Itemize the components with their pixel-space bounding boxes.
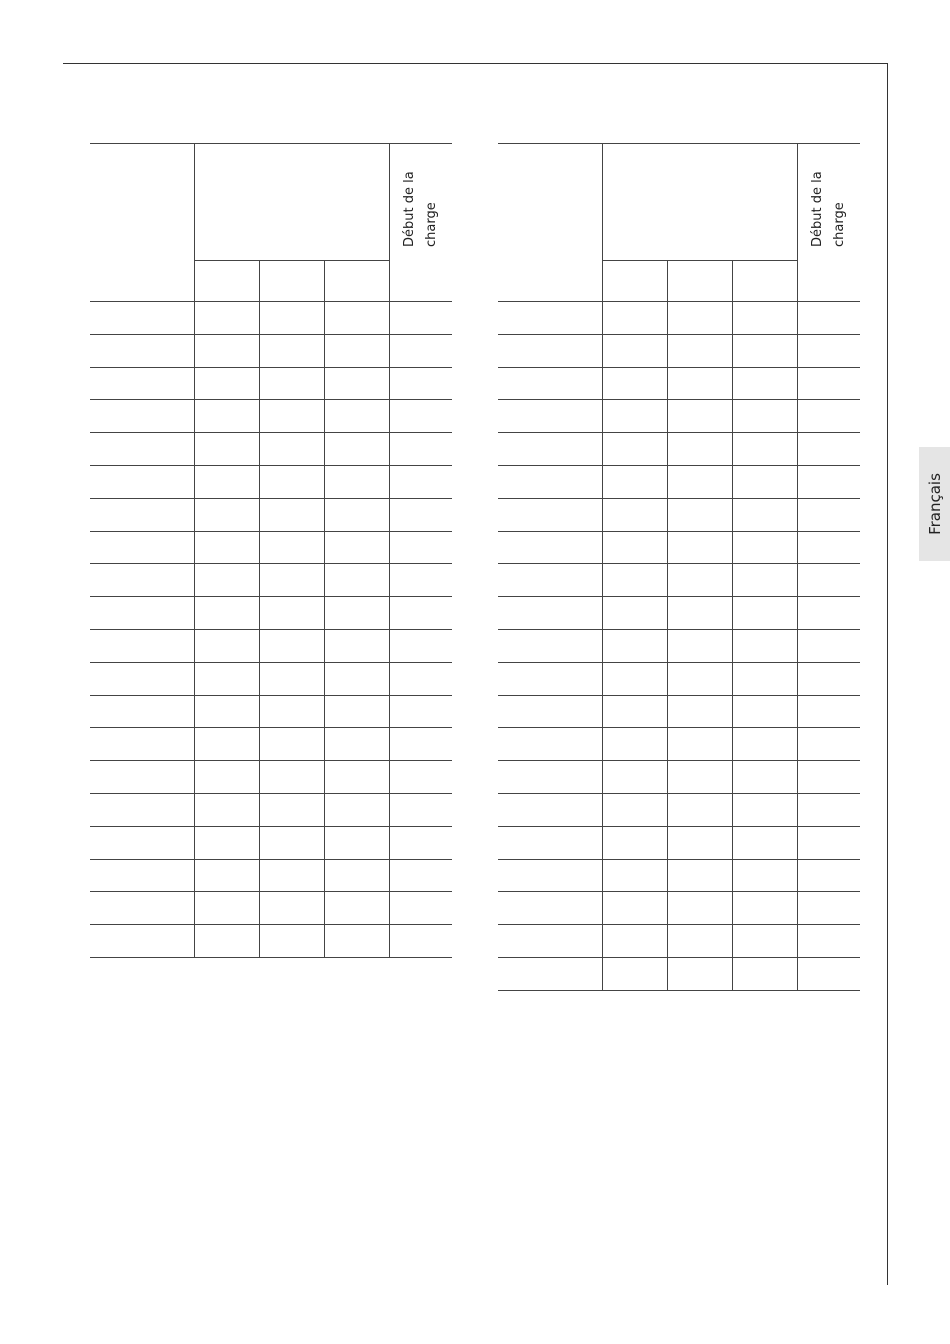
table-cell [667, 334, 732, 367]
table-cell [732, 597, 797, 630]
table-cell [90, 597, 194, 630]
table-row [90, 695, 452, 728]
table-cell [602, 662, 667, 695]
table-cell [732, 531, 797, 564]
table-cell [90, 302, 194, 335]
header-cell-charge [389, 144, 452, 302]
table-cell [324, 597, 389, 630]
table-cell [498, 793, 602, 826]
table-cell [194, 925, 259, 958]
log-table-left [90, 143, 452, 958]
table-cell [259, 465, 324, 498]
table-cell [602, 892, 667, 925]
table-cell [797, 498, 860, 531]
header-cell-blank [498, 144, 602, 302]
table-cell [667, 531, 732, 564]
table-cell [667, 892, 732, 925]
table-cell [324, 531, 389, 564]
table-cell [389, 695, 452, 728]
table-cell [90, 761, 194, 794]
table-cell [498, 597, 602, 630]
table-cell [732, 957, 797, 990]
table-row [498, 400, 860, 433]
table-row [498, 662, 860, 695]
subheader-cell [667, 261, 732, 302]
table-cell [389, 629, 452, 662]
table-cell [389, 597, 452, 630]
table-row [498, 465, 860, 498]
table-cell [667, 728, 732, 761]
table-cell [389, 728, 452, 761]
table-cell [194, 793, 259, 826]
subheader-cell [732, 261, 797, 302]
table-row [498, 564, 860, 597]
table-cell [602, 433, 667, 466]
table-cell [259, 695, 324, 728]
table-cell [732, 498, 797, 531]
charge-start-header: Début de la charge [809, 171, 847, 247]
table-cell [259, 761, 324, 794]
table-cell [602, 925, 667, 958]
table-cell [324, 400, 389, 433]
table-cell [732, 826, 797, 859]
table-cell [498, 662, 602, 695]
table-cell [324, 433, 389, 466]
table-cell [90, 564, 194, 597]
table-cell [324, 728, 389, 761]
table-cell [667, 302, 732, 335]
table-cell [797, 826, 860, 859]
table-cell [389, 564, 452, 597]
table-cell [667, 761, 732, 794]
table-row [90, 859, 452, 892]
table-cell [90, 629, 194, 662]
table-cell [498, 629, 602, 662]
header-cell-group [602, 144, 797, 261]
table-cell [194, 728, 259, 761]
table-cell [259, 564, 324, 597]
table-cell [498, 433, 602, 466]
table-cell [797, 695, 860, 728]
table-cell [389, 400, 452, 433]
page-top-rule [63, 63, 888, 64]
table-row [90, 367, 452, 400]
subheader-cell [194, 261, 259, 302]
page-right-rule [887, 63, 888, 1285]
table-cell [602, 859, 667, 892]
table-row [90, 531, 452, 564]
table-cell [324, 892, 389, 925]
table-cell [797, 597, 860, 630]
table-cell [259, 498, 324, 531]
table-cell [498, 334, 602, 367]
table-cell [194, 662, 259, 695]
table-cell [732, 629, 797, 662]
table-cell [194, 334, 259, 367]
table-cell [498, 465, 602, 498]
table-cell [259, 793, 324, 826]
table-cell [797, 728, 860, 761]
table-cell [797, 564, 860, 597]
table-row [90, 400, 452, 433]
table-cell [194, 597, 259, 630]
table-row [498, 859, 860, 892]
table-row [498, 957, 860, 990]
table-cell [732, 728, 797, 761]
table-cell [259, 400, 324, 433]
table-cell [667, 498, 732, 531]
table-cell [90, 367, 194, 400]
table-row [90, 302, 452, 335]
table-row [498, 531, 860, 564]
table-cell [797, 629, 860, 662]
table-cell [194, 433, 259, 466]
table-cell [602, 695, 667, 728]
table-cell [194, 465, 259, 498]
table-cell [667, 629, 732, 662]
table-cell [797, 531, 860, 564]
table-cell [259, 334, 324, 367]
table-cell [324, 629, 389, 662]
table-cell [732, 761, 797, 794]
charge-start-header: Début de la charge [401, 171, 439, 247]
table-cell [667, 793, 732, 826]
table-cell [90, 859, 194, 892]
table-cell [667, 826, 732, 859]
table-cell [324, 695, 389, 728]
table-cell [90, 892, 194, 925]
table-cell [498, 859, 602, 892]
table-row [498, 498, 860, 531]
table-cell [797, 400, 860, 433]
table-row [498, 925, 860, 958]
table-cell [389, 662, 452, 695]
table-cell [797, 892, 860, 925]
table-cell [259, 859, 324, 892]
table-row [90, 826, 452, 859]
table-cell [194, 629, 259, 662]
table-row [90, 629, 452, 662]
table-cell [732, 662, 797, 695]
table-cell [194, 859, 259, 892]
table-cell [602, 367, 667, 400]
header-cell-charge [797, 144, 860, 302]
table-cell [797, 465, 860, 498]
log-table-right [498, 143, 860, 991]
table-cell [732, 367, 797, 400]
header-cell-group [194, 144, 389, 261]
table-row [498, 629, 860, 662]
table-cell [324, 793, 389, 826]
table-cell [602, 531, 667, 564]
table-cell [498, 925, 602, 958]
table-cell [259, 925, 324, 958]
table-cell [389, 367, 452, 400]
table-cell [194, 564, 259, 597]
table-cell [667, 695, 732, 728]
table-cell [389, 302, 452, 335]
table-cell [667, 400, 732, 433]
table-cell [259, 662, 324, 695]
table-cell [194, 367, 259, 400]
table-cell [732, 793, 797, 826]
table-cell [389, 334, 452, 367]
table-cell [324, 302, 389, 335]
table-cell [324, 367, 389, 400]
table-cell [602, 564, 667, 597]
table-cell [797, 957, 860, 990]
table-cell [732, 695, 797, 728]
table-cell [259, 531, 324, 564]
table-cell [667, 433, 732, 466]
table-cell [667, 859, 732, 892]
table-cell [498, 892, 602, 925]
table-cell [194, 695, 259, 728]
table-cell [324, 465, 389, 498]
table-cell [90, 334, 194, 367]
table-cell [498, 531, 602, 564]
table-row [498, 334, 860, 367]
table-cell [732, 433, 797, 466]
table-cell [498, 498, 602, 531]
table-cell [667, 925, 732, 958]
table-cell [259, 597, 324, 630]
table-cell [732, 465, 797, 498]
table-cell [194, 826, 259, 859]
table-cell [498, 761, 602, 794]
table-cell [194, 498, 259, 531]
table-cell [259, 728, 324, 761]
table-cell [324, 498, 389, 531]
table-cell [797, 302, 860, 335]
table-cell [90, 498, 194, 531]
table-row [90, 728, 452, 761]
table-cell [797, 433, 860, 466]
table-cell [797, 761, 860, 794]
table-cell [667, 564, 732, 597]
table-cell [194, 531, 259, 564]
table-cell [194, 400, 259, 433]
table-row [498, 826, 860, 859]
table-row [90, 465, 452, 498]
table-cell [602, 793, 667, 826]
table-cell [389, 761, 452, 794]
table-cell [90, 662, 194, 695]
table-cell [259, 629, 324, 662]
table-cell [732, 859, 797, 892]
table-cell [389, 433, 452, 466]
table-cell [324, 826, 389, 859]
table-cell [90, 400, 194, 433]
table-cell [90, 433, 194, 466]
table-cell [732, 925, 797, 958]
table-row [90, 564, 452, 597]
table-row [90, 925, 452, 958]
table-cell [602, 629, 667, 662]
table-cell [602, 761, 667, 794]
subheader-cell [259, 261, 324, 302]
table-cell [602, 498, 667, 531]
table-row [90, 498, 452, 531]
table-cell [797, 662, 860, 695]
table-cell [602, 400, 667, 433]
table-cell [324, 925, 389, 958]
table-cell [324, 564, 389, 597]
language-tab [919, 447, 950, 561]
table-cell [667, 597, 732, 630]
table-cell [389, 531, 452, 564]
language-tab-label: Français [925, 473, 944, 535]
table-cell [324, 662, 389, 695]
table-cell [389, 465, 452, 498]
table-cell [389, 498, 452, 531]
table-cell [498, 302, 602, 335]
subheader-cell [602, 261, 667, 302]
table-row [498, 433, 860, 466]
table-cell [498, 695, 602, 728]
table-row [498, 695, 860, 728]
table-cell [732, 334, 797, 367]
table-cell [732, 564, 797, 597]
table-cell [259, 302, 324, 335]
table-cell [602, 826, 667, 859]
table-cell [389, 925, 452, 958]
table-cell [667, 957, 732, 990]
table-row [90, 662, 452, 695]
table-cell [797, 367, 860, 400]
table-cell [90, 826, 194, 859]
table-row [498, 302, 860, 335]
table-cell [732, 400, 797, 433]
table-row [498, 367, 860, 400]
table-row [90, 793, 452, 826]
table-cell [324, 334, 389, 367]
table-cell [602, 597, 667, 630]
table-cell [194, 761, 259, 794]
table-row [498, 761, 860, 794]
table-cell [602, 302, 667, 335]
table-row [498, 728, 860, 761]
table-cell [389, 793, 452, 826]
table-cell [90, 531, 194, 564]
table-cell [259, 367, 324, 400]
table-row [90, 334, 452, 367]
table-cell [602, 957, 667, 990]
table-row [90, 761, 452, 794]
table-cell [194, 302, 259, 335]
table-cell [732, 892, 797, 925]
table-cell [667, 662, 732, 695]
table-cell [90, 728, 194, 761]
table-cell [498, 400, 602, 433]
table-cell [90, 695, 194, 728]
table-cell [498, 826, 602, 859]
header-cell-blank [90, 144, 194, 302]
table-cell [732, 302, 797, 335]
table-cell [667, 367, 732, 400]
table-cell [498, 728, 602, 761]
table-row [90, 892, 452, 925]
table-row [90, 433, 452, 466]
table-cell [667, 465, 732, 498]
table-cell [498, 367, 602, 400]
table-cell [797, 334, 860, 367]
table-cell [389, 859, 452, 892]
table-cell [259, 826, 324, 859]
table-cell [797, 925, 860, 958]
table-row [498, 793, 860, 826]
table-cell [797, 793, 860, 826]
table-cell [324, 859, 389, 892]
table-cell [90, 793, 194, 826]
table-cell [259, 892, 324, 925]
table-cell [389, 892, 452, 925]
table-row [90, 597, 452, 630]
table-cell [259, 433, 324, 466]
table-cell [389, 826, 452, 859]
table-cell [602, 334, 667, 367]
table-cell [602, 728, 667, 761]
table-cell [90, 465, 194, 498]
subheader-cell [324, 261, 389, 302]
table-cell [498, 564, 602, 597]
table-cell [324, 761, 389, 794]
table-cell [797, 859, 860, 892]
table-cell [602, 465, 667, 498]
table-row [498, 892, 860, 925]
table-cell [194, 892, 259, 925]
table-row [498, 597, 860, 630]
table-cell [498, 957, 602, 990]
table-cell [90, 925, 194, 958]
